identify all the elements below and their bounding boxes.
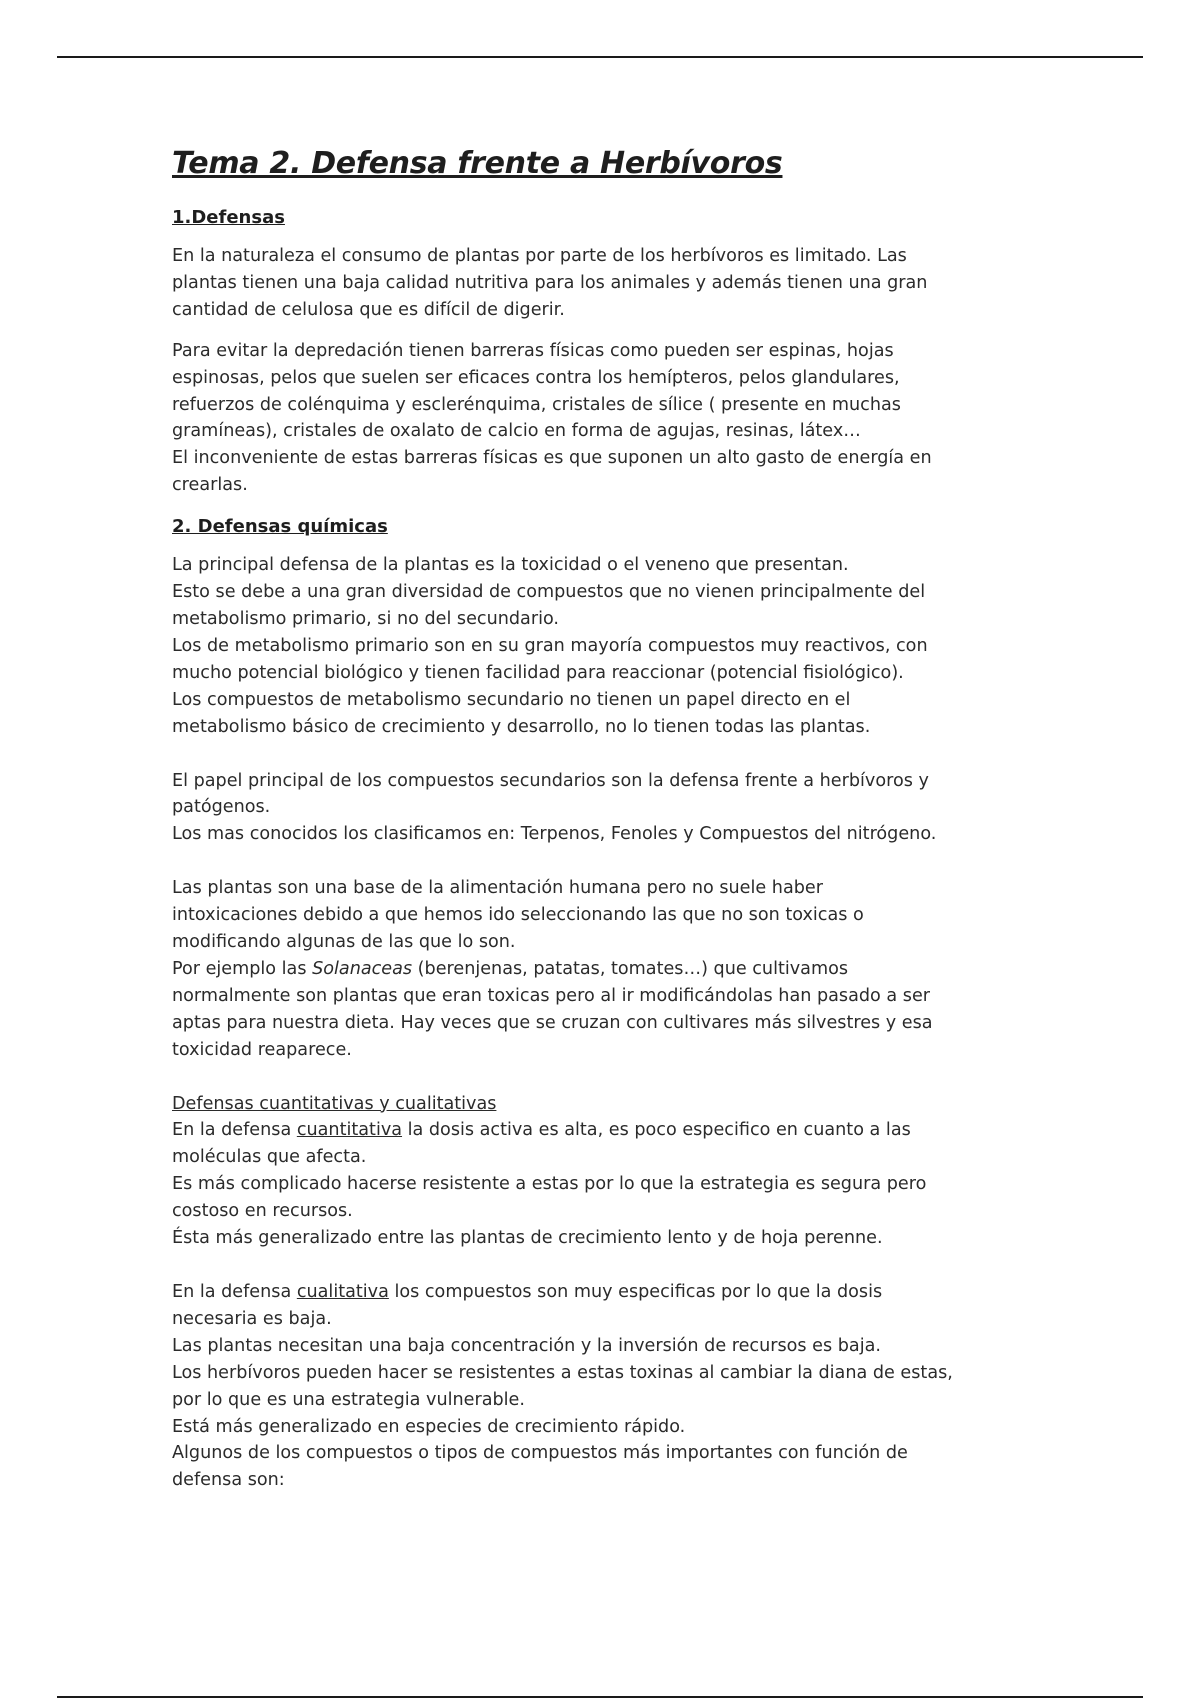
- text-fragment: la dosis activa es alta, es poco especifico en cuanto a las: [402, 1120, 911, 1141]
- text-line: metabolismo primario, si no del secundario.: [172, 608, 560, 629]
- text-fragment: (berenjenas, patatas, tomates…) que cultivamos: [412, 958, 849, 979]
- text-line: normalmente son plantas que eran toxicas pero al ir modificándolas han pasado a ser: [172, 985, 930, 1006]
- text-line: Las plantas son una base de la alimentación humana pero no suele haber: [172, 878, 823, 899]
- paragraph-qualitative: [172, 1279, 1042, 1494]
- text-line: espinosas, pelos que suelen ser eficaces contra los hemípteros, pelos glandulares,: [172, 367, 900, 388]
- text-line: mucho potencial biológico y tienen facilidad para reaccionar (potencial fisiológico).: [172, 662, 904, 683]
- text-line: modificando algunas de las que lo son.: [172, 932, 516, 953]
- text-line-cuantitativa: [172, 1117, 1042, 1144]
- underlined-term-cualitativa: cualitativa: [296, 1282, 389, 1302]
- text-line: La principal defensa de la plantas es la toxicidad o el veneno que presentan.: [172, 555, 849, 576]
- section-heading-defensas-quimicas: 2. Defensas químicas: [172, 516, 388, 538]
- text-fragment: En la defensa: [172, 1120, 297, 1141]
- text-line: Está más generalizado en especies de crecimiento rápido.: [172, 1416, 686, 1437]
- text-line: gramíneas), cristales de oxalato de calcio en forma de agujas, resinas, látex…: [172, 421, 861, 442]
- text-line: necesaria es baja.: [172, 1308, 332, 1329]
- paragraph-intro: [172, 243, 1042, 324]
- text-line: plantas tienen una baja calidad nutritiva para los animales y además tienen una gran: [172, 272, 928, 293]
- section-heading-defensas: 1.Defensas: [172, 207, 285, 228]
- text-line: patógenos.: [172, 797, 271, 818]
- text-line: crearlas.: [172, 475, 248, 496]
- text-line: defensa son:: [172, 1470, 285, 1491]
- text-line: toxicidad reaparece.: [172, 1039, 352, 1060]
- text-line: metabolismo básico de crecimiento y desarrollo, no lo tienen todas las plantas.: [172, 716, 871, 737]
- text-line-cualitativa: [172, 1279, 1042, 1306]
- text-line: intoxicaciones debido a que hemos ido seleccionando las que no son toxicas o: [172, 905, 864, 926]
- text-fragment: En la defensa: [172, 1282, 297, 1302]
- text-line: El papel principal de los compuestos secundarios son la defensa frente a herbívoros y: [172, 770, 929, 791]
- bottom-rule: [57, 1696, 1143, 1698]
- text-line-solanaceas: [172, 956, 1042, 983]
- text-line: moléculas que afecta.: [172, 1147, 367, 1168]
- underlined-term-cuantitativa: cuantitativa: [296, 1120, 403, 1141]
- text-line: Los de metabolismo primario son en su gran mayoría compuestos muy reactivos, con: [172, 635, 928, 656]
- document-body: [172, 136, 1042, 1508]
- text-line: por lo que es una estrategia vulnerable.: [172, 1389, 525, 1410]
- text-line: Es más complicado hacerse resistente a estas por lo que la estrategia es segura pero: [172, 1174, 927, 1195]
- paragraph-toxicity: [172, 552, 1042, 740]
- paragraph-physical-barriers: [172, 338, 1042, 499]
- text-line: Algunos de los compuestos o tipos de compuestos más importantes con función de: [172, 1443, 908, 1464]
- text-line: Las plantas necesitan una baja concentración y la inversión de recursos es baja.: [172, 1335, 881, 1356]
- text-line: costoso en recursos.: [172, 1201, 353, 1222]
- page-title: Tema 2. Defensa frente a Herbívoros: [172, 146, 783, 181]
- text-line: Para evitar la depredación tienen barreras físicas como pueden ser espinas, hojas: [172, 340, 894, 361]
- paragraph-secondary-compounds: [172, 768, 1042, 849]
- subheading-cuantitativas-cualitativas: Defensas cuantitativas y cualitativas: [172, 1093, 497, 1114]
- text-fragment: los compuestos son muy especificas por lo que la dosis: [388, 1282, 883, 1302]
- text-line: cantidad de celulosa que es difícil de digerir.: [172, 299, 565, 320]
- text-line: Los herbívoros pueden hacer se resistentes a estas toxinas al cambiar la diana de estas,: [172, 1362, 953, 1383]
- text-line: Esto se debe a una gran diversidad de compuestos que no vienen principalmente del: [172, 582, 926, 603]
- italic-term-solanaceas: Solanaceas: [312, 958, 413, 979]
- text-line: En la naturaleza el consumo de plantas por parte de los herbívoros es limitado. Las: [172, 246, 907, 266]
- text-line: aptas para nuestra dieta. Hay veces que se cruzan con cultivares más silvestres y esa: [172, 1012, 933, 1033]
- text-line: Los mas conocidos los clasificamos en: Terpenos, Fenoles y Compuestos del nitrógeno.: [172, 824, 937, 845]
- top-rule: [57, 56, 1143, 58]
- text-line: Los compuestos de metabolismo secundario no tienen un papel directo en el: [172, 689, 851, 710]
- text-line: refuerzos de colénquima y esclerénquima, cristales de sílice ( presente en muchas: [172, 394, 901, 415]
- text-fragment: Por ejemplo las: [172, 958, 313, 979]
- paragraph-quantitative: [172, 1091, 1042, 1252]
- text-line: Ésta más generalizado entre las plantas de crecimiento lento y de hoja perenne.: [172, 1228, 883, 1249]
- text-line: El inconveniente de estas barreras físicas es que suponen un alto gasto de energía en: [172, 448, 932, 469]
- paragraph-human-diet: [172, 875, 1042, 1063]
